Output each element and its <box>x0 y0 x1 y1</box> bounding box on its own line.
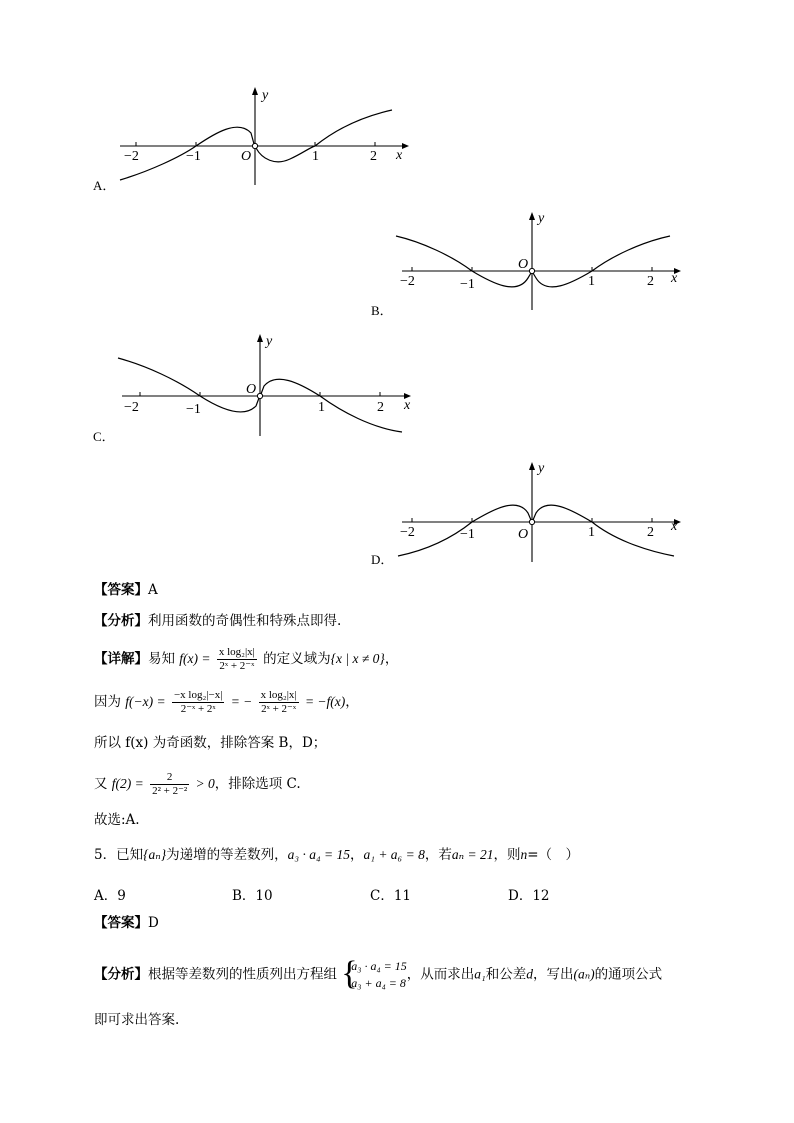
equation-system <box>341 958 406 992</box>
frac-den: 2ˣ + 2⁻ˣ <box>219 660 255 672</box>
tick-1: 1 <box>312 149 319 164</box>
answer-4 <box>94 580 158 600</box>
tick-neg2: −2 <box>400 525 415 540</box>
question-5 <box>94 845 579 865</box>
origin-label: O <box>518 527 529 542</box>
math-an: (aₙ) <box>573 966 595 982</box>
tick-neg1: −1 <box>460 277 475 292</box>
text: ，从而求出 <box>406 966 475 983</box>
choice-b[interactable]: B．10 <box>232 888 273 904</box>
text: ， <box>350 847 364 863</box>
text: 和公差 <box>485 966 527 983</box>
text: 根据等差数列的性质列出方程组 <box>148 966 337 983</box>
x-axis-label: x <box>671 519 678 534</box>
text: 为递增的等差数列， <box>166 847 288 863</box>
option-c-letter: C． <box>93 429 115 444</box>
x-axis-label: x <box>396 148 403 163</box>
analysis-4 <box>94 611 341 631</box>
fraction <box>217 646 257 673</box>
frac-den: 2² + 2⁻² <box>152 785 188 797</box>
origin-label: O <box>518 257 529 272</box>
analysis-5 <box>94 958 662 992</box>
math-f2: f(2) = <box>111 776 144 791</box>
text: ， <box>345 694 359 710</box>
choice-c[interactable]: C．11 <box>370 888 412 904</box>
option-a-letter: A． <box>93 178 116 193</box>
math-fneg: f(−x) = <box>125 694 166 709</box>
origin-label: O <box>241 149 252 164</box>
answer-value: A <box>148 582 158 598</box>
math-d: d <box>526 966 533 982</box>
text: ，则 <box>493 847 521 863</box>
answer-tag: 【答案】 <box>94 582 148 598</box>
detail-line-5: 故选:A. <box>94 812 140 828</box>
text: 易知 <box>148 651 175 667</box>
y-axis-label: y <box>538 461 545 476</box>
x-axis-label: x <box>671 271 678 286</box>
graph-d <box>392 458 692 568</box>
tick-1: 1 <box>588 274 595 289</box>
graph-b <box>392 208 692 318</box>
math-eq-end: = −f(x) <box>304 694 346 709</box>
tick-2: 2 <box>377 400 384 415</box>
frac-num: 2 <box>150 771 189 785</box>
math-cond1: a₃ · a₄ = 15 <box>287 847 350 862</box>
equation-2: a₃ + a₄ = 8 <box>351 976 406 990</box>
x-axis-label: x <box>404 398 411 413</box>
question-number: 5． <box>94 847 117 863</box>
math-eq: = − <box>230 694 253 709</box>
math-cond2: a₁ + a₆ = 8 <box>363 847 425 862</box>
analysis-text: 利用函数的奇偶性和特殊点即得. <box>148 613 342 629</box>
tick-2: 2 <box>647 274 654 289</box>
tick-neg1: −1 <box>186 402 201 417</box>
detail-line-1 <box>94 646 398 673</box>
math-a1: a₁ <box>474 966 486 982</box>
detail-line-3: 所以 f(x) 为奇函数，排除答案 B，D； <box>94 735 327 751</box>
fraction <box>172 689 224 716</box>
graph-c <box>112 332 412 442</box>
tick-1: 1 <box>318 400 325 415</box>
analysis-tag: 【分析】 <box>94 966 148 983</box>
analysis-tag: 【分析】 <box>94 613 148 629</box>
frac-den: 2⁻ˣ + 2ˣ <box>180 703 216 715</box>
detail-tag: 【详解】 <box>94 651 148 667</box>
equation-1: { a₃ · a₄ = 15 <box>351 959 407 973</box>
text: ，若 <box>424 847 452 863</box>
graph-a <box>110 85 410 195</box>
math-domain: {x | x ≠ 0} <box>330 651 385 666</box>
tick-2: 2 <box>370 149 377 164</box>
math-an: {aₙ} <box>143 847 167 862</box>
detail-line-2 <box>94 689 359 716</box>
frac-num: −x log₂|−x| <box>173 689 223 701</box>
tick-2: 2 <box>647 525 654 540</box>
option-d-letter: D． <box>371 552 394 567</box>
text: 因为 <box>94 694 121 710</box>
answer-value: D <box>148 915 159 931</box>
math-fx: f(x) = <box>179 651 211 666</box>
text: =（ ） <box>527 847 580 863</box>
frac-num: x log₂|x| <box>218 646 255 658</box>
text: ，排除选项 C. <box>214 776 301 792</box>
answer-tag: 【答案】 <box>94 915 148 931</box>
y-axis-label: y <box>262 88 269 103</box>
option-b-letter: B． <box>371 303 393 318</box>
frac-den: 2ˣ + 2⁻ˣ <box>261 703 297 715</box>
tick-neg1: −1 <box>460 527 475 542</box>
math-n: n <box>520 847 528 862</box>
tick-neg1: −1 <box>186 149 201 164</box>
origin-label: O <box>246 382 257 397</box>
choice-d[interactable]: D．12 <box>508 888 550 904</box>
tick-1: 1 <box>588 525 595 540</box>
frac-num: x log₂|x| <box>260 689 297 701</box>
y-axis-label: y <box>266 334 273 349</box>
fraction <box>150 771 189 798</box>
text: 又 <box>94 776 108 792</box>
fraction <box>259 689 299 716</box>
tick-neg2: −2 <box>124 400 139 415</box>
text: 已知 <box>116 847 144 863</box>
analysis-5-line-2: 即可求出答案. <box>94 1012 180 1028</box>
text: 的通项公式 <box>594 966 663 983</box>
text: ， <box>384 651 399 667</box>
choice-a[interactable]: A．9 <box>94 888 126 904</box>
y-axis-label: y <box>538 211 545 226</box>
math-cond3: aₙ = 21 <box>451 847 494 862</box>
answer-5 <box>94 913 159 933</box>
tick-neg2: −2 <box>400 274 415 289</box>
text: 的定义域为 <box>263 651 331 667</box>
detail-line-4 <box>94 771 301 798</box>
text: ，写出 <box>532 966 574 983</box>
math-gt: > 0 <box>195 776 215 791</box>
tick-neg2: −2 <box>124 149 139 164</box>
